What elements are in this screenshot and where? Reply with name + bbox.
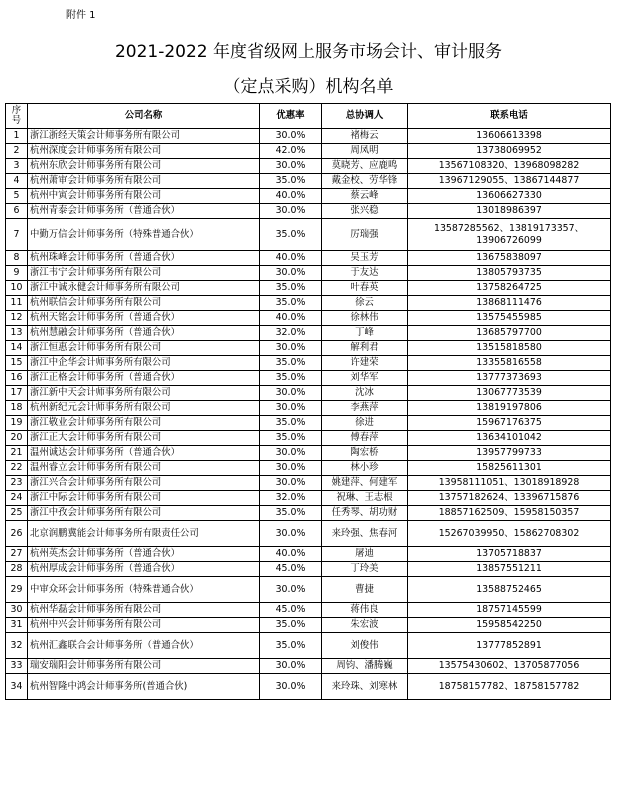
row-phone: 13705718837 — [408, 547, 611, 562]
row-company: 杭州慧融会计师事务所（普通合伙） — [28, 326, 260, 341]
row-discount: 30.0% — [260, 129, 322, 144]
row-coordinator: 徐进 — [322, 416, 408, 431]
row-coordinator: 来玲强、焦春河 — [322, 521, 408, 547]
row-company: 浙江中诚永健会计师事务所有限公司 — [28, 281, 260, 296]
row-discount: 30.0% — [260, 659, 322, 674]
row-coordinator: 解利君 — [322, 341, 408, 356]
table-row — [6, 159, 611, 174]
table-row — [6, 521, 611, 547]
row-discount: 42.0% — [260, 144, 322, 159]
row-company: 杭州厚成会计师事务所（普通合伙） — [28, 562, 260, 577]
row-company: 杭州英杰会计师事务所（普通合伙） — [28, 547, 260, 562]
row-coordinator: 傅春萍 — [322, 431, 408, 446]
row-coordinator: 许建荣 — [322, 356, 408, 371]
row-discount: 30.0% — [260, 204, 322, 219]
row-coordinator: 丁玲美 — [322, 562, 408, 577]
row-phone: 13777373693 — [408, 371, 611, 386]
row-seq: 29 — [6, 577, 28, 603]
row-company: 浙江中企华会计师事务所有限公司 — [28, 356, 260, 371]
row-coordinator: 张兴稳 — [322, 204, 408, 219]
table-row — [6, 674, 611, 700]
table-row — [6, 659, 611, 674]
row-discount: 30.0% — [260, 461, 322, 476]
row-company: 杭州青泰会计师事务所（普通合伙） — [28, 204, 260, 219]
table-row — [6, 577, 611, 603]
row-discount: 32.0% — [260, 491, 322, 506]
row-company: 浙江敬业会计师事务所有限公司 — [28, 416, 260, 431]
row-company: 中审众环会计师事务所（特殊普通合伙） — [28, 577, 260, 603]
row-seq: 11 — [6, 296, 28, 311]
row-phone: 15267039950、15862708302 — [408, 521, 611, 547]
row-company: 浙江韦宁会计师事务所有限公司 — [28, 266, 260, 281]
row-seq: 10 — [6, 281, 28, 296]
row-company: 浙江正大会计师事务所有限公司 — [28, 431, 260, 446]
table-row — [6, 618, 611, 633]
row-seq: 16 — [6, 371, 28, 386]
row-phone: 13675838097 — [408, 251, 611, 266]
table-row — [6, 386, 611, 401]
row-company: 杭州中寅会计师事务所有限公司 — [28, 189, 260, 204]
row-discount: 35.0% — [260, 219, 322, 251]
row-coordinator: 莫晓芳、应鹿鸣 — [322, 159, 408, 174]
row-discount: 35.0% — [260, 506, 322, 521]
row-seq: 7 — [6, 219, 28, 251]
row-company: 杭州汇鑫联合会计师事务所（普通合伙） — [28, 633, 260, 659]
row-coordinator: 沈冰 — [322, 386, 408, 401]
row-coordinator: 陶宏桥 — [322, 446, 408, 461]
table-row — [6, 144, 611, 159]
header-phone: 联系电话 — [408, 104, 611, 129]
row-phone: 13777852891 — [408, 633, 611, 659]
table-row — [6, 311, 611, 326]
row-phone: 18857162509、15958150357 — [408, 506, 611, 521]
row-seq: 15 — [6, 356, 28, 371]
table-row — [6, 326, 611, 341]
row-coordinator: 屠迪 — [322, 547, 408, 562]
row-coordinator: 来玲珠、刘寒林 — [322, 674, 408, 700]
row-discount: 30.0% — [260, 159, 322, 174]
row-seq: 1 — [6, 129, 28, 144]
row-phone: 13018986397 — [408, 204, 611, 219]
table-row — [6, 476, 611, 491]
row-company: 浙江正格会计师事务所（普通合伙） — [28, 371, 260, 386]
row-company: 杭州东欣会计师事务所有限公司 — [28, 159, 260, 174]
row-company: 瑞安瑞阳会计师事务所有限公司 — [28, 659, 260, 674]
row-coordinator: 李燕萍 — [322, 401, 408, 416]
row-seq: 6 — [6, 204, 28, 219]
organization-table — [5, 103, 611, 700]
row-phone: 13758264725 — [408, 281, 611, 296]
table-row — [6, 603, 611, 618]
row-coordinator: 曹捷 — [322, 577, 408, 603]
row-company: 浙江中孜会计师事务所有限公司 — [28, 506, 260, 521]
table-row — [6, 341, 611, 356]
row-phone: 13355816558 — [408, 356, 611, 371]
table-row — [6, 174, 611, 189]
row-discount: 40.0% — [260, 547, 322, 562]
row-discount: 30.0% — [260, 341, 322, 356]
table-row — [6, 633, 611, 659]
row-company: 杭州萧审会计师事务所有限公司 — [28, 174, 260, 189]
row-coordinator: 丁峰 — [322, 326, 408, 341]
row-seq: 28 — [6, 562, 28, 577]
row-coordinator: 厉瑞强 — [322, 219, 408, 251]
row-discount: 35.0% — [260, 633, 322, 659]
row-phone: 13587285562、13819173357、13906726099 — [408, 219, 611, 251]
row-phone: 13819197806 — [408, 401, 611, 416]
table-header-row — [6, 104, 611, 129]
row-discount: 30.0% — [260, 266, 322, 281]
row-company: 温州诚达会计师事务所（普通合伙） — [28, 446, 260, 461]
table-row — [6, 431, 611, 446]
row-discount: 35.0% — [260, 356, 322, 371]
row-company: 杭州珠峰会计师事务所（普通合伙） — [28, 251, 260, 266]
table-row — [6, 371, 611, 386]
row-company: 杭州中兴会计师事务所有限公司 — [28, 618, 260, 633]
table-body — [6, 129, 611, 700]
row-seq: 19 — [6, 416, 28, 431]
row-coordinator: 戴金校、劳华锋 — [322, 174, 408, 189]
row-discount: 30.0% — [260, 476, 322, 491]
row-discount: 30.0% — [260, 446, 322, 461]
row-company: 北京润鹏冀能会计师事务所有限责任公司 — [28, 521, 260, 547]
row-phone: 13868111476 — [408, 296, 611, 311]
row-seq: 27 — [6, 547, 28, 562]
row-coordinator: 于友达 — [322, 266, 408, 281]
row-company: 杭州深度会计师事务所有限公司 — [28, 144, 260, 159]
row-phone: 13685797700 — [408, 326, 611, 341]
row-coordinator: 叶春英 — [322, 281, 408, 296]
row-coordinator: 祝琳、王志根 — [322, 491, 408, 506]
table-row — [6, 204, 611, 219]
row-phone: 18758157782、18758157782 — [408, 674, 611, 700]
table-row — [6, 356, 611, 371]
row-seq: 14 — [6, 341, 28, 356]
row-discount: 35.0% — [260, 618, 322, 633]
row-seq: 13 — [6, 326, 28, 341]
row-coordinator: 林小珍 — [322, 461, 408, 476]
row-seq: 34 — [6, 674, 28, 700]
row-seq: 4 — [6, 174, 28, 189]
row-coordinator: 任秀琴、胡功财 — [322, 506, 408, 521]
row-discount: 35.0% — [260, 416, 322, 431]
row-phone: 13958111051、13018918928 — [408, 476, 611, 491]
row-seq: 8 — [6, 251, 28, 266]
row-discount: 30.0% — [260, 401, 322, 416]
row-coordinator: 刘俊伟 — [322, 633, 408, 659]
row-company: 杭州联信会计师事务所有限公司 — [28, 296, 260, 311]
row-discount: 45.0% — [260, 603, 322, 618]
row-company: 浙江新中天会计师事务所有限公司 — [28, 386, 260, 401]
row-phone: 15967176375 — [408, 416, 611, 431]
row-seq: 31 — [6, 618, 28, 633]
row-seq: 2 — [6, 144, 28, 159]
row-coordinator: 徐林伟 — [322, 311, 408, 326]
table-row — [6, 491, 611, 506]
row-company: 中勤万信会计师事务所（特殊普通合伙） — [28, 219, 260, 251]
row-phone: 15958542250 — [408, 618, 611, 633]
row-phone: 13805793735 — [408, 266, 611, 281]
row-company: 浙江浙经天策会计师事务所有限公司 — [28, 129, 260, 144]
row-seq: 5 — [6, 189, 28, 204]
row-coordinator: 刘华军 — [322, 371, 408, 386]
row-coordinator: 褚梅云 — [322, 129, 408, 144]
row-seq: 26 — [6, 521, 28, 547]
row-seq: 32 — [6, 633, 28, 659]
row-coordinator: 徐云 — [322, 296, 408, 311]
row-coordinator: 蒋伟良 — [322, 603, 408, 618]
row-discount: 40.0% — [260, 251, 322, 266]
header-discount: 优惠率 — [260, 104, 322, 129]
table-row — [6, 547, 611, 562]
row-coordinator: 蔡云峰 — [322, 189, 408, 204]
row-coordinator: 朱宏波 — [322, 618, 408, 633]
row-coordinator: 周凤明 — [322, 144, 408, 159]
header-coordinator: 总协调人 — [322, 104, 408, 129]
row-seq: 25 — [6, 506, 28, 521]
row-seq: 17 — [6, 386, 28, 401]
row-company: 杭州华磊会计师事务所有限公司 — [28, 603, 260, 618]
row-company: 温州睿立会计师事务所有限公司 — [28, 461, 260, 476]
row-discount: 35.0% — [260, 174, 322, 189]
row-seq: 18 — [6, 401, 28, 416]
row-company: 杭州智隆中鸿会计师事务所(普通合伙) — [28, 674, 260, 700]
row-discount: 30.0% — [260, 521, 322, 547]
row-discount: 32.0% — [260, 326, 322, 341]
table-row — [6, 281, 611, 296]
header-company: 公司名称 — [28, 104, 260, 129]
row-discount: 35.0% — [260, 431, 322, 446]
row-phone: 13575455985 — [408, 311, 611, 326]
row-phone: 13575430602、13705877056 — [408, 659, 611, 674]
row-coordinator: 周钧、潘腾巍 — [322, 659, 408, 674]
row-company: 杭州新纪元会计师事务所有限公司 — [28, 401, 260, 416]
table-row — [6, 562, 611, 577]
row-discount: 35.0% — [260, 371, 322, 386]
row-seq: 23 — [6, 476, 28, 491]
table-row — [6, 251, 611, 266]
row-discount: 40.0% — [260, 189, 322, 204]
row-coordinator: 吴玉芳 — [322, 251, 408, 266]
row-company: 浙江恒惠会计师事务所有限公司 — [28, 341, 260, 356]
row-phone: 15825611301 — [408, 461, 611, 476]
row-discount: 30.0% — [260, 577, 322, 603]
table-row — [6, 266, 611, 281]
row-seq: 33 — [6, 659, 28, 674]
row-phone: 13515818580 — [408, 341, 611, 356]
table-row — [6, 461, 611, 476]
row-company: 杭州天铭会计师事务所（普通合伙） — [28, 311, 260, 326]
table-row — [6, 219, 611, 251]
row-discount: 35.0% — [260, 281, 322, 296]
row-discount: 35.0% — [260, 296, 322, 311]
attachment-label: 附件 1 — [66, 10, 96, 21]
row-seq: 3 — [6, 159, 28, 174]
table-row — [6, 446, 611, 461]
row-phone: 13957799733 — [408, 446, 611, 461]
row-phone: 18757145599 — [408, 603, 611, 618]
document-title: 2021-2022 年度省级网上服务市场会计、审计服务 — [114, 42, 503, 62]
row-phone: 13067773539 — [408, 386, 611, 401]
table-row — [6, 296, 611, 311]
row-seq: 12 — [6, 311, 28, 326]
row-coordinator: 姚建萍、何建军 — [322, 476, 408, 491]
row-discount: 30.0% — [260, 386, 322, 401]
row-discount: 40.0% — [260, 311, 322, 326]
table-row — [6, 401, 611, 416]
row-phone: 13757182624、13396715876 — [408, 491, 611, 506]
row-company: 浙江中际会计师事务所有限公司 — [28, 491, 260, 506]
row-phone: 13606627330 — [408, 189, 611, 204]
row-company: 浙江兴合会计师事务所有限公司 — [28, 476, 260, 491]
row-phone: 13857551211 — [408, 562, 611, 577]
table-row — [6, 129, 611, 144]
row-seq: 24 — [6, 491, 28, 506]
row-phone: 13567108320、13968098282 — [408, 159, 611, 174]
header-seq: 序号 — [6, 104, 28, 129]
row-phone: 13588752465 — [408, 577, 611, 603]
table-row — [6, 189, 611, 204]
row-discount: 45.0% — [260, 562, 322, 577]
row-seq: 22 — [6, 461, 28, 476]
row-seq: 9 — [6, 266, 28, 281]
document-subtitle: （定点采购）机构名单 — [223, 77, 394, 97]
row-seq: 20 — [6, 431, 28, 446]
table-row — [6, 506, 611, 521]
table-row — [6, 416, 611, 431]
row-phone: 13606613398 — [408, 129, 611, 144]
row-phone: 13738069952 — [408, 144, 611, 159]
row-phone: 13967129055、13867144877 — [408, 174, 611, 189]
row-phone: 13634101042 — [408, 431, 611, 446]
row-discount: 30.0% — [260, 674, 322, 700]
row-seq: 30 — [6, 603, 28, 618]
row-seq: 21 — [6, 446, 28, 461]
